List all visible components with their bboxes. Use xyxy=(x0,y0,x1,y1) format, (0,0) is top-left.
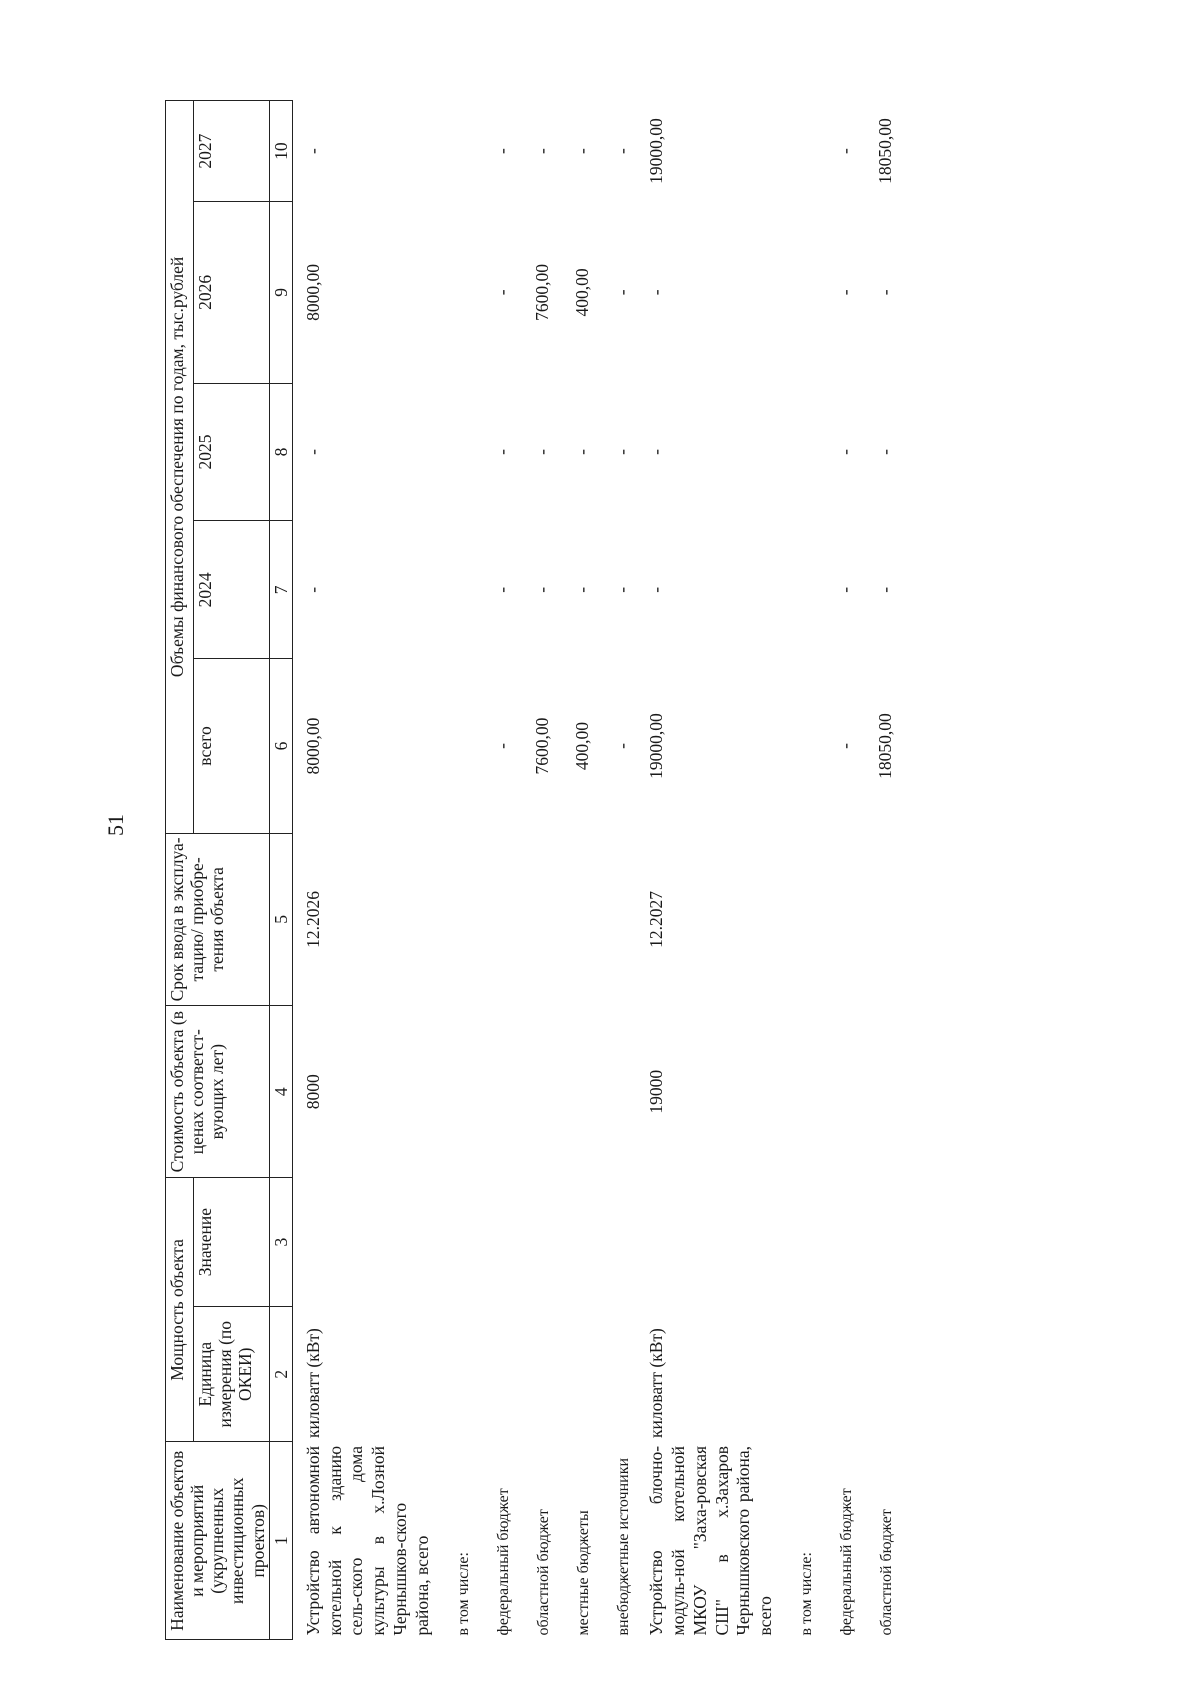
row-cost: 19000 xyxy=(645,1069,666,1114)
header-value: Значение xyxy=(193,1178,269,1307)
row-value xyxy=(292,1178,436,1307)
row-2024 xyxy=(436,521,476,659)
col-number: 9 xyxy=(269,202,292,383)
row-2024: - xyxy=(645,586,666,593)
col-number: 10 xyxy=(269,101,292,202)
row-term xyxy=(516,833,556,1005)
row-2026: - xyxy=(875,289,896,296)
header-cost: Стоимость объекта (в ценах соответст-вующих лет) xyxy=(166,1006,270,1178)
row-total: 19000,00 xyxy=(645,713,666,779)
row-2027 xyxy=(779,101,819,202)
row-total xyxy=(779,659,819,834)
table-row xyxy=(636,101,779,1640)
row-name: местные бюджеты xyxy=(574,1510,592,1636)
row-2026: 400,00 xyxy=(572,268,592,317)
page-number: 51 xyxy=(103,814,128,836)
row-cost xyxy=(859,1006,899,1178)
row-name: Устройство блочно-модуль-ной котельной МКОУ "Заха-ровская СШ" в х.Захаров Чернышковского района, всего xyxy=(645,1445,776,1636)
table-row xyxy=(516,101,556,1640)
row-term xyxy=(436,833,476,1005)
rotated-table-container xyxy=(165,100,1175,1640)
table-row xyxy=(292,101,436,1640)
row-2024: - xyxy=(612,586,632,593)
row-2027 xyxy=(436,101,476,202)
row-2025: - xyxy=(572,449,592,455)
row-2027: - xyxy=(532,148,552,154)
row-term: 12.2027 xyxy=(645,890,666,948)
row-cost xyxy=(596,1006,636,1178)
row-2027: - xyxy=(572,148,592,154)
table-row xyxy=(596,101,636,1640)
table-row xyxy=(556,101,596,1640)
row-total: - xyxy=(835,743,856,749)
row-term xyxy=(556,833,596,1005)
row-2024: - xyxy=(875,586,896,593)
row-name: внебюджетные источники xyxy=(614,1457,632,1636)
row-2027: - xyxy=(492,148,512,154)
row-2027: - xyxy=(835,148,856,154)
row-2024: - xyxy=(532,586,552,593)
row-value xyxy=(596,1178,636,1307)
row-cost xyxy=(476,1006,516,1178)
row-total: - xyxy=(492,743,512,749)
row-term: 12.2026 xyxy=(302,890,323,948)
header-2027: 2027 xyxy=(193,101,269,202)
row-2026 xyxy=(779,202,819,383)
row-total: 8000,00 xyxy=(302,717,323,775)
header-total: всего xyxy=(193,659,269,834)
row-value xyxy=(859,1178,899,1307)
row-total xyxy=(436,659,476,834)
header-term: Срок ввода в эксплуа-тацию/ приобре-тения объекта xyxy=(166,833,270,1005)
row-value xyxy=(436,1178,476,1307)
row-2026: - xyxy=(835,289,856,296)
investment-table xyxy=(165,100,899,1640)
row-2027: 18050,00 xyxy=(875,118,896,184)
row-name: областной бюджет xyxy=(534,1509,552,1636)
table-row xyxy=(436,101,476,1640)
row-term xyxy=(476,833,516,1005)
header-finance-group: Объемы финансового обеспечения по годам, тыс.рублей xyxy=(166,101,194,834)
table-row xyxy=(779,101,819,1640)
row-2025: - xyxy=(302,449,323,455)
row-value xyxy=(556,1178,596,1307)
row-2025: - xyxy=(532,449,552,455)
row-unit xyxy=(596,1306,636,1442)
row-term xyxy=(596,833,636,1005)
row-value xyxy=(476,1178,516,1307)
header-2024: 2024 xyxy=(193,521,269,659)
col-number: 4 xyxy=(269,1006,292,1178)
col-number: 1 xyxy=(269,1442,292,1640)
row-2025: - xyxy=(492,449,512,455)
row-2026: 7600,00 xyxy=(532,263,552,321)
col-number: 5 xyxy=(269,833,292,1005)
row-value xyxy=(819,1178,859,1307)
table-row xyxy=(476,101,516,1640)
row-unit xyxy=(859,1306,899,1442)
row-2024: - xyxy=(302,586,323,593)
row-2027: - xyxy=(302,148,323,154)
col-number: 6 xyxy=(269,659,292,834)
row-term xyxy=(859,833,899,1005)
row-cost xyxy=(516,1006,556,1178)
row-unit xyxy=(476,1306,516,1442)
header-2025: 2025 xyxy=(193,383,269,521)
row-cost xyxy=(556,1006,596,1178)
row-unit: киловатт (кВт) xyxy=(645,1328,666,1438)
row-2025: - xyxy=(875,449,896,455)
row-unit xyxy=(819,1306,859,1442)
table-row xyxy=(859,101,899,1640)
row-2026 xyxy=(436,202,476,383)
header-name: Наименование объектов и мероприятий (укрупненных инвестиционных проектов) xyxy=(166,1442,270,1640)
row-2024: - xyxy=(835,586,856,593)
row-2026: - xyxy=(612,289,632,296)
col-number: 2 xyxy=(269,1306,292,1442)
row-2027: - xyxy=(612,148,632,154)
row-term xyxy=(779,833,819,1005)
row-total: - xyxy=(612,743,632,749)
header-2026: 2026 xyxy=(193,202,269,383)
row-term xyxy=(819,833,859,1005)
row-cost: 8000 xyxy=(302,1074,323,1110)
row-unit xyxy=(436,1306,476,1442)
table-row xyxy=(819,101,859,1640)
row-2024: - xyxy=(492,586,512,593)
row-total: 7600,00 xyxy=(532,717,552,775)
row-name: федеральный бюджет xyxy=(838,1488,856,1636)
row-cost xyxy=(819,1006,859,1178)
row-2025 xyxy=(779,383,819,521)
row-total: 400,00 xyxy=(572,721,592,771)
header-power-group: Мощность объекта xyxy=(166,1178,194,1442)
row-2025: - xyxy=(835,449,856,455)
row-name: областной бюджет xyxy=(878,1509,896,1636)
row-unit xyxy=(516,1306,556,1442)
row-name: в том числе: xyxy=(454,1552,472,1636)
col-number: 7 xyxy=(269,521,292,659)
row-value xyxy=(516,1178,556,1307)
row-2025: - xyxy=(645,449,666,455)
row-2027: 19000,00 xyxy=(645,118,666,184)
header-unit: Единица измерения (по ОКЕИ) xyxy=(193,1306,269,1442)
row-2024 xyxy=(779,521,819,659)
row-2025: - xyxy=(612,449,632,455)
row-2026: - xyxy=(492,289,512,296)
row-unit: киловатт (кВт) xyxy=(302,1328,323,1438)
row-2025 xyxy=(436,383,476,521)
row-cost xyxy=(436,1006,476,1178)
col-number: 3 xyxy=(269,1178,292,1307)
row-total: 18050,00 xyxy=(875,713,896,779)
row-2026: 8000,00 xyxy=(302,263,323,321)
row-2024: - xyxy=(572,586,592,593)
row-value xyxy=(636,1178,779,1307)
col-number: 8 xyxy=(269,383,292,521)
row-2026: - xyxy=(645,289,666,296)
row-cost xyxy=(779,1006,819,1178)
row-name: Устройство автономной котельной к зданию сель-ского дома культуры в х.Лозной Чернышков-ского района, всего xyxy=(302,1445,432,1636)
row-unit xyxy=(779,1306,819,1442)
row-value xyxy=(779,1178,819,1307)
row-unit xyxy=(556,1306,596,1442)
row-name: федеральный бюджет xyxy=(494,1488,512,1636)
row-name: в том числе: xyxy=(798,1552,816,1636)
